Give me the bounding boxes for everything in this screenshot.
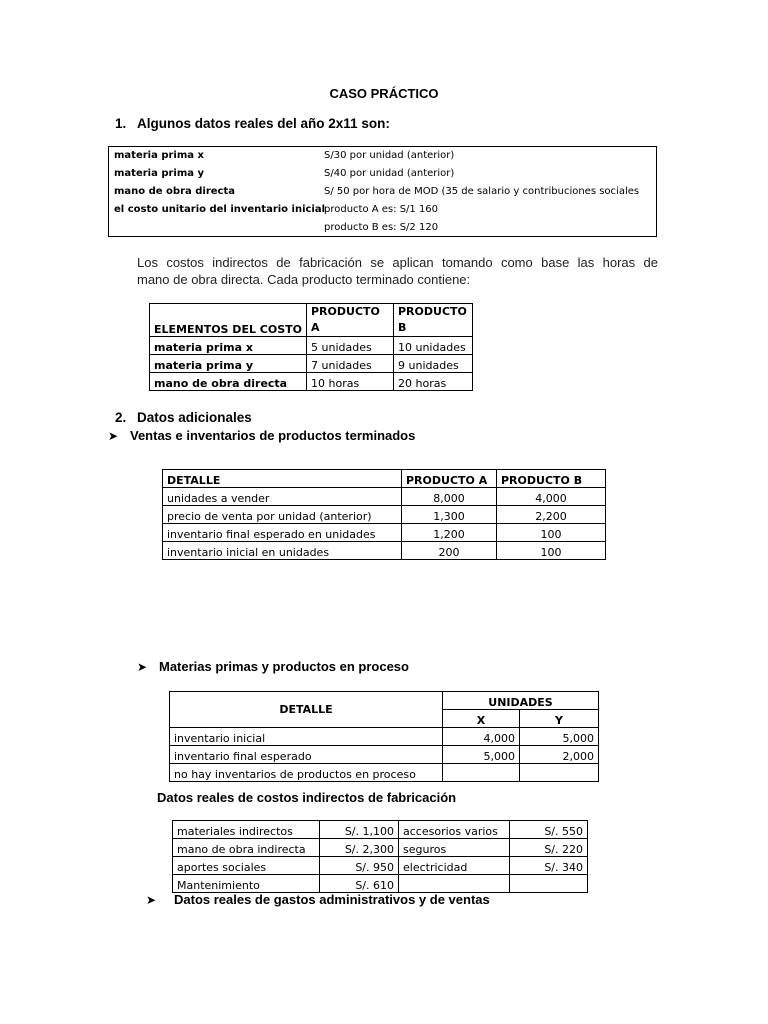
overhead-costs-table — [172, 820, 588, 893]
paragraph-line-2: mano de obra directa. Cada producto terminado contiene: — [137, 272, 471, 287]
section-2-heading — [115, 410, 252, 425]
t1-row-1-value: S/30 por unidad (anterior) — [324, 150, 455, 161]
table-row — [163, 542, 606, 560]
sales-inventory-table — [162, 469, 606, 560]
cell: 9 unidades — [394, 355, 473, 373]
table-row — [150, 373, 473, 391]
section-2-text: Datos adicionales — [137, 410, 252, 425]
header-b-line1: PRODUCTO — [398, 305, 467, 318]
cell: aportes sociales — [173, 857, 320, 875]
arrow-bullet-icon: ➤ — [137, 660, 148, 674]
cell: 20 horas — [394, 373, 473, 391]
table-row — [163, 488, 606, 506]
header-cell — [394, 304, 473, 337]
cell: Mantenimiento — [173, 875, 320, 893]
t1-row-3-value: S/ 50 por hora de MOD (35 de salario y contribuciones sociales — [324, 186, 640, 197]
cell: materia prima y — [150, 355, 307, 373]
page-title: CASO PRÁCTICO — [329, 86, 439, 101]
section-1-heading — [115, 116, 390, 131]
cell: 100 — [497, 524, 606, 542]
cell: mano de obra directa — [150, 373, 307, 391]
cell: S/. 550 — [510, 821, 588, 839]
header-a-line1: PRODUCTO — [311, 305, 380, 318]
table-row — [150, 337, 473, 355]
cell: inventario inicial — [170, 728, 443, 746]
header-cell: DETALLE — [170, 692, 443, 728]
cell: 1,200 — [402, 524, 497, 542]
bullet-text: Datos reales de gastos administrativos y de ventas — [174, 892, 490, 907]
table-row — [163, 524, 606, 542]
cell: unidades a vender — [163, 488, 402, 506]
cell — [399, 875, 510, 893]
table-row — [173, 839, 588, 857]
bullet-text: Ventas e inventarios de productos terminados — [130, 428, 416, 443]
cell: no hay inventarios de productos en proceso — [170, 764, 443, 782]
section-1-number: 1. — [115, 116, 127, 131]
cell: 5,000 — [520, 728, 599, 746]
cell: 2,000 — [520, 746, 599, 764]
cell: precio de venta por unidad (anterior) — [163, 506, 402, 524]
cell: seguros — [399, 839, 510, 857]
bullet-text: Materias primas y productos en proceso — [159, 659, 409, 674]
table-header-row — [150, 304, 473, 337]
table-header-row — [170, 692, 599, 710]
cell — [520, 764, 599, 782]
cell — [510, 875, 588, 893]
section-2-number: 2. — [115, 410, 127, 425]
cell: S/. 340 — [510, 857, 588, 875]
cell: S/. 1,100 — [320, 821, 399, 839]
cell: S/. 610 — [320, 875, 399, 893]
intro-paragraph — [137, 254, 658, 288]
t1-row-1-label: materia prima x — [114, 150, 204, 161]
cell: accesorios varios — [399, 821, 510, 839]
arrow-bullet-icon: ➤ — [146, 893, 157, 907]
cell: 7 unidades — [307, 355, 394, 373]
cost-elements-table — [149, 303, 473, 391]
header-a-line2: A — [311, 321, 320, 334]
t1-row-4-label: el costo unitario del inventario inicial — [114, 204, 326, 215]
cell: 100 — [497, 542, 606, 560]
cell: 4,000 — [497, 488, 606, 506]
table-row — [170, 728, 599, 746]
table-row — [173, 857, 588, 875]
cell: 10 unidades — [394, 337, 473, 355]
header-cell — [307, 304, 394, 337]
cell: materiales indirectos — [173, 821, 320, 839]
cell: materia prima x — [150, 337, 307, 355]
t1-row-2-value: S/40 por unidad (anterior) — [324, 168, 455, 179]
section-1-text: Algunos datos reales del año 2x11 son: — [137, 116, 390, 131]
table-row — [173, 875, 588, 893]
header-cell: PRODUCTO A — [402, 470, 497, 488]
table-row — [150, 355, 473, 373]
cell: 1,300 — [402, 506, 497, 524]
cell: mano de obra indirecta — [173, 839, 320, 857]
cell: inventario final esperado en unidades — [163, 524, 402, 542]
header-cell: PRODUCTO B — [497, 470, 606, 488]
cell: inventario final esperado — [170, 746, 443, 764]
cell: 8,000 — [402, 488, 497, 506]
t1-row-2-label: materia prima y — [114, 168, 205, 179]
cell: S/. 220 — [510, 839, 588, 857]
table-row — [163, 506, 606, 524]
cell: inventario inicial en unidades — [163, 542, 402, 560]
header-cell: X — [443, 710, 520, 728]
bullet-raw-materials — [137, 659, 409, 674]
raw-materials-table — [169, 691, 599, 782]
t1-row-4-value: producto A es: S/1 160 — [324, 204, 439, 215]
bullet-admin-expenses — [146, 892, 490, 907]
header-cell: UNIDADES — [443, 692, 599, 710]
header-cell: Y — [520, 710, 599, 728]
header-cell: DETALLE — [163, 470, 402, 488]
cell: S/. 2,300 — [320, 839, 399, 857]
cell: 5,000 — [443, 746, 520, 764]
table-row — [170, 764, 599, 782]
header-b-line2: B — [398, 321, 407, 334]
cell: 2,200 — [497, 506, 606, 524]
t1-row-5-value: producto B es: S/2 120 — [324, 222, 439, 233]
paragraph-line-1: Los costos indirectos de fabricación se aplican tomando como base las horas de — [137, 255, 658, 270]
table-header-row — [163, 470, 606, 488]
table-row — [173, 821, 588, 839]
cell — [443, 764, 520, 782]
bullet-sales-inventories — [108, 428, 415, 443]
cell: 4,000 — [443, 728, 520, 746]
header-cell: ELEMENTOS DEL COSTO — [150, 304, 307, 337]
cell: electricidad — [399, 857, 510, 875]
cell: 10 horas — [307, 373, 394, 391]
cell: 5 unidades — [307, 337, 394, 355]
cell: 200 — [402, 542, 497, 560]
arrow-bullet-icon: ➤ — [108, 429, 119, 443]
table-row — [170, 746, 599, 764]
cif-heading: Datos reales de costos indirectos de fabricación — [157, 790, 457, 805]
t1-row-3-label: mano de obra directa — [114, 186, 236, 197]
cell: S/. 950 — [320, 857, 399, 875]
